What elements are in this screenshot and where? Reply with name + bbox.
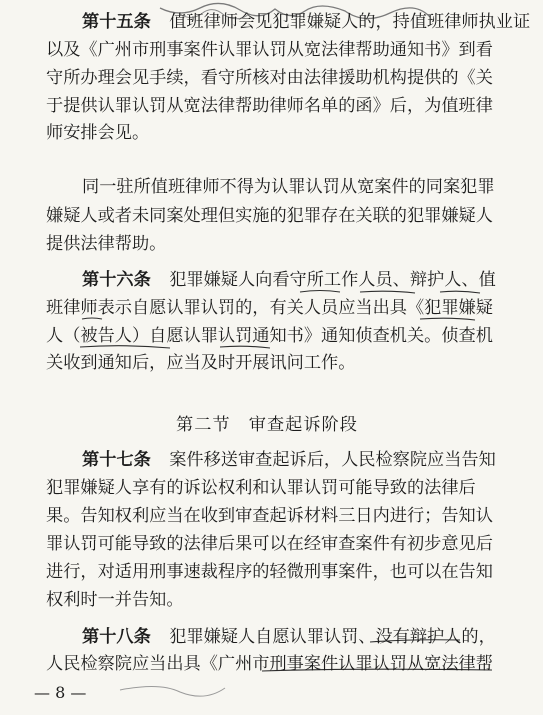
article-text: 提供法律帮助。 [46,234,167,254]
article-text: 犯罪嫌疑人自愿认罪认罚、没有辩护人的， [152,627,496,647]
article-text: 人（被告人）自愿认罪认罚通知书》通知侦查机关。侦查机 [46,326,493,346]
article-text: 以及《广州市刑事案件认罪认罚从宽法律帮助通知书》到看 [46,40,493,60]
article-text: 人民检察院应当出具《广州市刑事案件认罪认罚从宽法律帮 [46,654,493,674]
article-label: 第十五条 [82,12,151,32]
article-text: 犯罪嫌疑人向看守所工作人员、辩护人、值 [152,270,496,290]
article-text: 值班律师会见犯罪嫌疑人的，持值班律师执业证 [152,12,531,32]
article-text: 罪认罚可能导致的法律后果可以在经审查案件有初步意见后 [46,534,493,554]
article-text: 进行，对适用刑事速裁程序的轻微刑事案件，也可以在告知 [46,562,493,582]
article-text: 嫌疑人或者未同案处理但实施的犯罪存在关联的犯罪嫌疑人 [46,206,493,226]
article-text: 师安排会见。 [46,123,150,143]
article-text: 守所办理会见手续，看守所核对由法律援助机构提供的《关 [46,68,493,88]
document-page: 第十五条 值班律师会见犯罪嫌疑人的，持值班律师执业证 以及《广州市刑事案件认罪认罚从宽法律帮助通知书》到看 守所办理会见手续，看守所核对由法律援助机构提供的《关 于提供认罪认罚从宽法律帮助律师名单的函》后，为值班律 师安排会见。 同一驻所值班律师不得为认罪认罚从宽案件的同案犯罪 嫌疑人或者未同案处理但实施的犯罪存在关联的犯罪嫌疑人 提供法律帮助。 第十六条 犯罪嫌疑人向看守所工作人员、辩护人、值 班律师表示自愿认罪认罚的，有关人员应当出具《犯罪嫌疑 人（被告人）自愿认罪认罚通知书》通知侦查机关。侦查机 关收到通知后，应当及时开展讯问工作。 第二节 审查起诉阶段 第十七条 案件移送审查起诉后，人民检察院应当告知 犯罪嫌疑人享有的诉讼权利和认罪认罚可能导致的法律后 果。告知权利应当在收到审查起诉材料三日内进行；告知认 罪认罚可能导致的法律后果可以在经审查案件有初步意见后 进行，对适用刑事速裁程序的轻微刑事案件，也可以在告知 权利时一并告知。 第十八条 犯罪嫌疑人自愿认罪认罚、没有辩护人的， 人民检察院应当出具《广州市刑事案件认罪认罚从宽法律帮 — 8 — [0,0,543,715]
page-number: — 8 — [34,683,87,702]
article-text: 案件移送审查起诉后，人民检察院应当告知 [152,450,496,470]
article-label: 第十六条 [82,270,151,290]
article-text: 同一驻所值班律师不得为认罪认罚从宽案件的同案犯罪 [82,177,495,197]
article-label: 第十八条 [82,627,151,647]
article-text: 班律师表示自愿认罪认罚的，有关人员应当出具《犯罪嫌疑 [46,298,493,318]
article-text: 关收到通知后，应当及时开展讯问工作。 [46,353,356,373]
article-text: 于提供认罪认罚从宽法律帮助律师名单的函》后，为值班律 [46,96,493,116]
article-text: 果。告知权利应当在收到审查起诉材料三日内进行；告知认 [46,506,493,526]
article-text: 犯罪嫌疑人享有的诉讼权利和认罪认罚可能导致的法律后 [46,478,476,498]
article-label: 第十七条 [82,450,151,470]
article-text: 权利时一并告知。 [46,590,184,610]
